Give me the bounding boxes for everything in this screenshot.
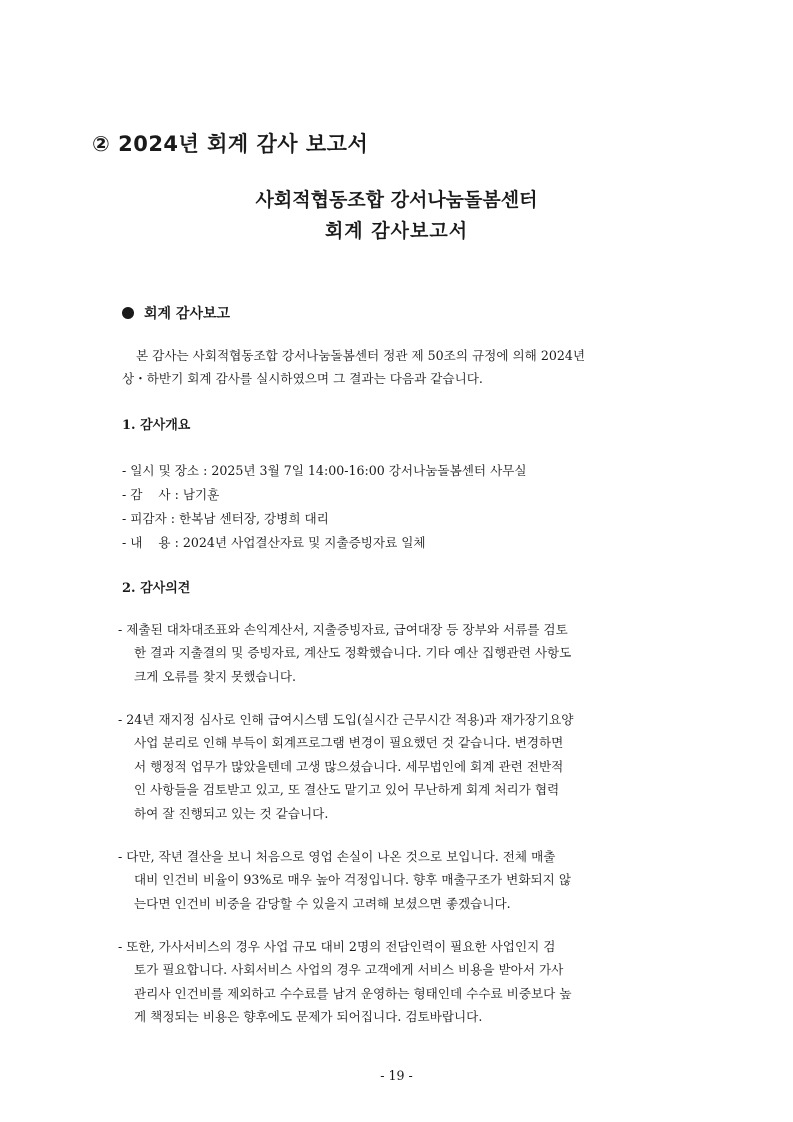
opinion-line: 게 책정되는 비용은 향후에도 문제가 되어집니다. 검토바랍니다. [134, 1009, 483, 1025]
opinion-line: - 제출된 대차대조표와 손익계산서, 지출증빙자료, 급여대장 등 장부와 서류를 검토 [118, 622, 568, 637]
opinion-line: - 또한, 가사서비스의 경우 사업 규모 대비 2명의 전담인력이 필요한 사업인지 검 [118, 939, 556, 954]
opinion-line: 인 사항들을 검토받고 있고, 또 결산도 맡기고 있어 무난하게 회계 처리가 협력 [134, 782, 560, 798]
opinion-line: 토가 필요합니다. 사회서비스 사업의 경우 고객에게 서비스 비용을 받아서 가사 [134, 962, 564, 978]
intro-line: 본 감사는 사회적협동조합 강서나눔돌봄센터 정관 제 50조의 규정에 의해 2024년 [136, 348, 586, 363]
opinion-line: 사업 분리로 인해 부득이 회계프로그램 변경이 필요했던 것 같습니다. 변경하면 [134, 735, 564, 751]
opinion-line: 크게 오류를 찾지 못했습니다. [134, 668, 296, 684]
overview-item-auditee: - 피감자 : 한복남 센터장, 강병희 대리 [122, 511, 329, 526]
opinion-line: 대비 인건비 비율이 93%로 매우 높아 걱정입니다. 향후 매출구조가 변화되지 않 [134, 872, 571, 888]
section-heading: ② 2024년 회계 감사 보고서 [92, 132, 369, 156]
opinion-line: 한 결과 지출결의 및 증빙자료, 계산도 정확했습니다. 기타 예산 집행관련 사항도 [134, 645, 572, 661]
opinion-item-2 [118, 708, 573, 825]
opinion-line: 하여 잘 진행되고 있는 것 같습니다. [134, 805, 329, 821]
opinion-heading: 2. 감사의견 [122, 581, 191, 596]
overview-heading: 1. 감사개요 [122, 418, 191, 433]
document-title-line-1: 사회적협동조합 강서나눔돌봄센터 [255, 189, 538, 211]
opinion-item-4 [118, 935, 572, 1029]
opinion-line: 서 행정적 업무가 많았을텐데 고생 많으셨습니다. 세무법인에 회계 관련 전반적 [134, 758, 564, 774]
overview-item-content: - 내 용 : 2024년 사업결산자료 및 지출증빙자료 일체 [122, 535, 426, 550]
overview-item-datetime: - 일시 및 장소 : 2025년 3월 7일 14:00-16:00 강서나눔돌봄센터 사무실 [122, 463, 527, 478]
page-number: - 19 - [380, 1068, 413, 1083]
subheading [122, 303, 230, 323]
subheading-text: 회계 감사보고 [144, 306, 231, 322]
intro-line: 상・하반기 회계 감사를 실시하였으며 그 결과는 다음과 같습니다. [122, 371, 483, 387]
opinion-line: - 24년 재지정 심사로 인해 급여시스템 도입(실시간 근무시간 적용)과 재가장기요양 [118, 712, 574, 727]
opinion-line: 관리사 인건비를 제외하고 수수료를 남겨 운영하는 형태인데 수수료 비중보다 높 [134, 985, 572, 1001]
bullet-icon [122, 307, 134, 319]
opinion-item-1 [118, 618, 571, 688]
opinion-item-3 [118, 845, 571, 915]
intro-paragraph [122, 344, 585, 390]
document-title-line-2: 회계 감사보고서 [324, 220, 469, 242]
opinion-line: 는다면 인건비 비중을 감당할 수 있을지 고려해 보셨으면 좋겠습니다. [134, 895, 511, 911]
opinion-line: - 다만, 작년 결산을 보니 처음으로 영업 손실이 나온 것으로 보입니다. 전체 매출 [118, 849, 556, 864]
overview-item-auditor: - 감 사 : 남기훈 [122, 487, 220, 502]
